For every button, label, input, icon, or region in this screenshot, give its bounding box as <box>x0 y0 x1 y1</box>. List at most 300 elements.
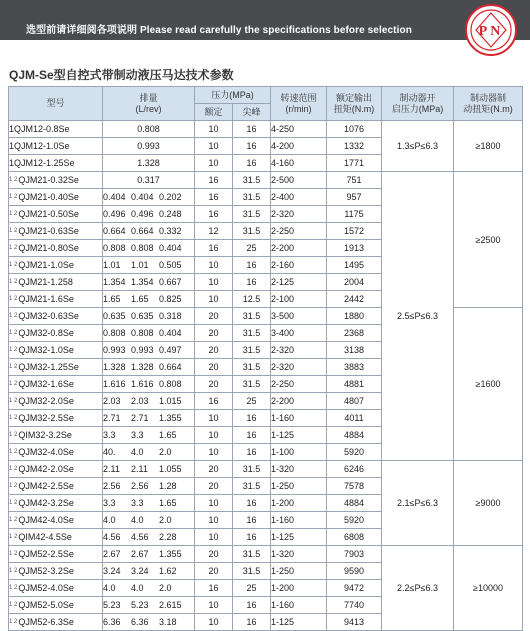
cell-model <box>9 359 103 376</box>
model-prefix-mark: 1 2 <box>9 194 18 201</box>
cell-pressure-peak: 31.5 <box>233 172 271 189</box>
displacement-value: 0.496 <box>103 209 126 219</box>
cell-pressure-peak: 31.5 <box>233 206 271 223</box>
cell-pressure-rated: 20 <box>195 563 233 580</box>
displacement-value: 0.318 <box>159 311 182 321</box>
cell-displacement <box>103 580 195 597</box>
cell-torque: 1880 <box>327 308 382 325</box>
cell-model <box>9 240 103 257</box>
col-pressure-peak: 尖峰 <box>233 104 271 121</box>
model-label: QJM21-1.6Se <box>18 293 74 304</box>
cell-pressure-rated: 16 <box>195 172 233 189</box>
logo-text: PN <box>478 24 504 39</box>
cell-model <box>9 393 103 410</box>
cell-pressure-rated: 10 <box>195 121 233 138</box>
cell-pressure-rated: 10 <box>195 291 233 308</box>
displacement-value: 0.993 <box>131 345 154 355</box>
model-label: QJM21-0.63Se <box>18 225 79 236</box>
displacement-value: 1.354 <box>131 277 154 287</box>
cell-displacement <box>103 172 195 189</box>
cell-pressure-peak: 31.5 <box>233 223 271 240</box>
cell-pressure-rated: 10 <box>195 427 233 444</box>
cell-pressure-rated: 16 <box>195 189 233 206</box>
displacement-value: 0.317 <box>137 175 160 185</box>
table-row <box>9 172 523 189</box>
cell-torque: 6808 <box>327 529 382 546</box>
model-prefix-mark: 1 2 <box>9 619 18 626</box>
cell-torque: 2368 <box>327 325 382 342</box>
displacement-value: 1.616 <box>131 379 154 389</box>
cell-displacement <box>103 478 195 495</box>
cell-speed: 1-250 <box>271 563 327 580</box>
cell-brake-open: 1.3≤P≤6.3 <box>382 121 454 172</box>
cell-pressure-peak: 25 <box>233 393 271 410</box>
cell-torque: 7903 <box>327 546 382 563</box>
cell-brake-open: 2.2≤P≤6.3 <box>382 546 454 631</box>
cell-speed: 1-160 <box>271 410 327 427</box>
cell-pressure-rated: 10 <box>195 257 233 274</box>
model-label: QJM52-4.0Se <box>18 582 74 593</box>
displacement-value: 0.332 <box>159 226 182 236</box>
displacement-value: 4.56 <box>131 532 149 542</box>
cell-model <box>9 376 103 393</box>
cell-pressure-peak: 31.5 <box>233 308 271 325</box>
displacement-value: 0.505 <box>159 260 182 270</box>
displacement-value: 3.3 <box>131 430 144 440</box>
cell-torque: 3883 <box>327 359 382 376</box>
displacement-value: 0.248 <box>159 209 182 219</box>
model-prefix-mark: 1 2 <box>9 330 18 337</box>
model-prefix-mark: 1 2 <box>9 483 18 490</box>
cell-pressure-peak: 16 <box>233 138 271 155</box>
cell-pressure-rated: 10 <box>195 155 233 172</box>
cell-displacement <box>103 155 195 172</box>
cell-brake-open: 2.5≤P≤6.3 <box>382 172 454 461</box>
cell-pressure-peak: 31.5 <box>233 546 271 563</box>
displacement-value: 0.808 <box>131 328 154 338</box>
cell-displacement <box>103 308 195 325</box>
cell-torque: 9590 <box>327 563 382 580</box>
model-label: QJM42-3.2Se <box>18 497 74 508</box>
model-label: QJM21-0.40Se <box>18 191 79 202</box>
model-prefix-mark: 1 2 <box>9 534 18 541</box>
model-label: QIM32-3.2Se <box>18 429 72 440</box>
cell-pressure-peak: 31.5 <box>233 563 271 580</box>
displacement-value: 0.635 <box>131 311 154 321</box>
cell-model <box>9 546 103 563</box>
cell-pressure-rated: 20 <box>195 478 233 495</box>
cell-pressure-peak: 16 <box>233 427 271 444</box>
cell-pressure-peak: 31.5 <box>233 376 271 393</box>
cell-torque: 7578 <box>327 478 382 495</box>
model-label: 1QJM12-1.0Se <box>9 141 70 151</box>
displacement-value: 0.808 <box>103 328 126 338</box>
cell-displacement <box>103 461 195 478</box>
displacement-value: 3.18 <box>159 617 177 627</box>
displacement-value: 1.355 <box>159 413 182 423</box>
model-prefix-mark: 1 2 <box>9 381 18 388</box>
cell-displacement <box>103 121 195 138</box>
cell-pressure-rated: 20 <box>195 376 233 393</box>
cell-model <box>9 257 103 274</box>
displacement-value: 5.23 <box>103 600 121 610</box>
col-model: 型号 <box>9 87 103 121</box>
cell-speed: 4-200 <box>271 138 327 155</box>
cell-pressure-rated: 20 <box>195 461 233 478</box>
displacement-value: 2.67 <box>103 549 121 559</box>
model-prefix-mark: 1 2 <box>9 466 18 473</box>
model-label: 1QJM12-1.25Se <box>9 158 75 168</box>
displacement-value: 2.03 <box>103 396 121 406</box>
table-row <box>9 546 523 563</box>
cell-speed: 1-200 <box>271 495 327 512</box>
model-prefix-mark: 1 2 <box>9 432 18 439</box>
cell-pressure-rated: 20 <box>195 359 233 376</box>
cell-pressure-rated: 20 <box>195 546 233 563</box>
cell-speed: 2-100 <box>271 291 327 308</box>
displacement-value: 0.635 <box>103 311 126 321</box>
cell-brake-torque: ≥10000 <box>454 546 523 631</box>
cell-brake-torque: ≥1600 <box>454 308 523 461</box>
cell-model <box>9 410 103 427</box>
model-label: QJM32-1.0Se <box>18 344 74 355</box>
cell-speed: 2-320 <box>271 342 327 359</box>
spec-table <box>8 86 523 631</box>
displacement-value: 40. <box>103 447 116 457</box>
cell-torque: 9472 <box>327 580 382 597</box>
cell-displacement <box>103 274 195 291</box>
cell-model <box>9 121 103 138</box>
model-label: 1QJM12-0.8Se <box>9 124 70 134</box>
table-row <box>9 461 523 478</box>
model-prefix-mark: 1 2 <box>9 211 18 218</box>
cell-displacement <box>103 223 195 240</box>
displacement-value: 2.03 <box>131 396 149 406</box>
cell-speed: 1-125 <box>271 427 327 444</box>
displacement-value: 2.11 <box>103 464 120 474</box>
cell-torque: 4881 <box>327 376 382 393</box>
displacement-value: 0.404 <box>159 328 182 338</box>
model-label: QJM21-0.80Se <box>18 242 79 253</box>
cell-torque: 6246 <box>327 461 382 478</box>
cell-pressure-peak: 31.5 <box>233 478 271 495</box>
cell-displacement <box>103 512 195 529</box>
cell-displacement <box>103 240 195 257</box>
cell-speed: 2-400 <box>271 189 327 206</box>
cell-pressure-peak: 16 <box>233 410 271 427</box>
cell-torque: 4011 <box>327 410 382 427</box>
cell-displacement <box>103 138 195 155</box>
cell-model <box>9 206 103 223</box>
cell-torque: 751 <box>327 172 382 189</box>
displacement-value: 1.355 <box>159 549 182 559</box>
cell-displacement <box>103 325 195 342</box>
displacement-value: 2.0 <box>159 447 172 457</box>
displacement-value: 1.65 <box>131 294 149 304</box>
cell-model <box>9 614 103 631</box>
cell-pressure-peak: 31.5 <box>233 461 271 478</box>
cell-displacement <box>103 444 195 461</box>
cell-brake-torque: ≥1800 <box>454 121 523 172</box>
cell-speed: 3-500 <box>271 308 327 325</box>
model-prefix-mark: 1 2 <box>9 517 18 524</box>
cell-pressure-peak: 16 <box>233 495 271 512</box>
cell-pressure-rated: 10 <box>195 512 233 529</box>
cell-pressure-rated: 10 <box>195 444 233 461</box>
cell-pressure-peak: 31.5 <box>233 342 271 359</box>
cell-pressure-rated: 10 <box>195 410 233 427</box>
displacement-value: 3.24 <box>131 566 149 576</box>
displacement-value: 0.808 <box>137 124 160 134</box>
cell-torque: 2442 <box>327 291 382 308</box>
displacement-value: 0.404 <box>131 192 154 202</box>
displacement-value: 0.993 <box>137 141 160 151</box>
displacement-value: 3.3 <box>103 430 116 440</box>
cell-torque: 1076 <box>327 121 382 138</box>
displacement-value: 4.0 <box>131 583 144 593</box>
cell-displacement <box>103 614 195 631</box>
displacement-value: 0.496 <box>131 209 154 219</box>
displacement-value: 2.71 <box>131 413 149 423</box>
displacement-value: 1.616 <box>103 379 126 389</box>
displacement-value: 0.404 <box>103 192 126 202</box>
cell-displacement <box>103 189 195 206</box>
cell-torque: 7740 <box>327 597 382 614</box>
cell-pressure-peak: 16 <box>233 444 271 461</box>
model-label: QJM32-0.8Se <box>18 327 74 338</box>
cell-pressure-rated: 12 <box>195 223 233 240</box>
cell-pressure-rated: 16 <box>195 393 233 410</box>
model-prefix-mark: 1 2 <box>9 398 18 405</box>
displacement-value: 4.0 <box>103 515 116 525</box>
cell-speed: 4-160 <box>271 155 327 172</box>
cell-displacement <box>103 495 195 512</box>
cell-brake-torque: ≥9000 <box>454 461 523 546</box>
cell-model <box>9 291 103 308</box>
cell-displacement <box>103 257 195 274</box>
cell-speed: 2-200 <box>271 240 327 257</box>
displacement-value: 0.664 <box>159 362 182 372</box>
displacement-value: 4.0 <box>131 515 144 525</box>
cell-displacement <box>103 206 195 223</box>
cell-torque: 5920 <box>327 512 382 529</box>
cell-model <box>9 325 103 342</box>
cell-pressure-rated: 10 <box>195 274 233 291</box>
page-title: QJM-Se型自控式带制动液压马达技术参数 <box>9 68 234 82</box>
cell-torque: 4807 <box>327 393 382 410</box>
cell-speed: 2-320 <box>271 359 327 376</box>
banner-text: 选型前请详细阅各项说明 Please read carefully the specifications before selection <box>26 25 412 36</box>
model-prefix-mark: 1 2 <box>9 262 18 269</box>
model-label: QJM52-5.0Se <box>18 599 74 610</box>
cell-pressure-peak: 16 <box>233 597 271 614</box>
cell-pressure-peak: 25 <box>233 240 271 257</box>
cell-displacement <box>103 291 195 308</box>
model-label: QJM21-0.50Se <box>18 208 79 219</box>
cell-displacement <box>103 427 195 444</box>
cell-speed: 2-500 <box>271 172 327 189</box>
cell-pressure-rated: 10 <box>195 495 233 512</box>
cell-speed: 1-100 <box>271 444 327 461</box>
cell-torque: 1913 <box>327 240 382 257</box>
cell-model <box>9 529 103 546</box>
displacement-value: 0.404 <box>159 243 182 253</box>
model-prefix-mark: 1 2 <box>9 228 18 235</box>
cell-torque: 1332 <box>327 138 382 155</box>
displacement-value: 2.67 <box>131 549 149 559</box>
model-prefix-mark: 1 2 <box>9 245 18 252</box>
col-brake-open: 制动器开 启压力(MPa) <box>382 87 454 121</box>
cell-torque: 9413 <box>327 614 382 631</box>
cell-speed: 1-200 <box>271 580 327 597</box>
cell-model <box>9 274 103 291</box>
cell-pressure-peak: 16 <box>233 512 271 529</box>
model-prefix-mark: 1 2 <box>9 347 18 354</box>
model-prefix-mark: 1 2 <box>9 364 18 371</box>
cell-model <box>9 342 103 359</box>
cell-pressure-rated: 20 <box>195 342 233 359</box>
displacement-value: 1.01 <box>131 260 149 270</box>
displacement-value: 0.808 <box>159 379 182 389</box>
model-label: QJM21-1.0Se <box>18 259 74 270</box>
cell-model <box>9 563 103 580</box>
cell-displacement <box>103 597 195 614</box>
displacement-value: 1.055 <box>159 464 182 474</box>
displacement-value: 6.36 <box>131 617 149 627</box>
model-prefix-mark: 1 2 <box>9 585 18 592</box>
model-prefix-mark: 1 2 <box>9 568 18 575</box>
cell-torque: 5920 <box>327 444 382 461</box>
cell-model <box>9 512 103 529</box>
col-torque: 额定输出 扭矩(N.m) <box>327 87 382 121</box>
displacement-value: 3.3 <box>131 498 144 508</box>
model-prefix-mark: 1 2 <box>9 415 18 422</box>
col-displacement: 排量 (L/rev) <box>103 87 195 121</box>
cell-pressure-peak: 16 <box>233 155 271 172</box>
cell-model <box>9 495 103 512</box>
displacement-value: 1.28 <box>159 481 177 491</box>
cell-torque: 4884 <box>327 427 382 444</box>
pn-logo <box>459 2 523 66</box>
cell-speed: 2-200 <box>271 393 327 410</box>
displacement-value: 0.808 <box>131 243 154 253</box>
model-label: QJM32-0.63Se <box>18 310 79 321</box>
cell-displacement <box>103 546 195 563</box>
displacement-value: 2.56 <box>103 481 121 491</box>
cell-brake-torque: ≥2500 <box>454 172 523 308</box>
model-prefix-mark: 1 2 <box>9 449 18 456</box>
model-label: QJM42-2.5Se <box>18 480 74 491</box>
model-prefix-mark: 1 2 <box>9 279 18 286</box>
displacement-value: 3.24 <box>103 566 121 576</box>
col-brake-torque: 制动器制 动扭矩(N.m) <box>454 87 523 121</box>
displacement-value: 2.11 <box>131 464 148 474</box>
cell-pressure-peak: 16 <box>233 274 271 291</box>
cell-speed: 1-250 <box>271 478 327 495</box>
model-label: QJM52-3.2Se <box>18 565 74 576</box>
cell-displacement <box>103 342 195 359</box>
model-prefix-mark: 1 2 <box>9 313 18 320</box>
cell-torque: 3138 <box>327 342 382 359</box>
cell-pressure-peak: 16 <box>233 614 271 631</box>
displacement-value: 1.354 <box>103 277 126 287</box>
cell-displacement <box>103 563 195 580</box>
cell-speed: 2-320 <box>271 206 327 223</box>
cell-speed: 1-125 <box>271 614 327 631</box>
cell-pressure-peak: 12.5 <box>233 291 271 308</box>
displacement-value: 5.23 <box>131 600 149 610</box>
displacement-value: 2.56 <box>131 481 149 491</box>
cell-pressure-peak: 16 <box>233 529 271 546</box>
cell-displacement <box>103 410 195 427</box>
cell-model <box>9 138 103 155</box>
displacement-value: 0.664 <box>103 226 126 236</box>
cell-pressure-peak: 31.5 <box>233 325 271 342</box>
cell-pressure-peak: 16 <box>233 257 271 274</box>
cell-speed: 1-125 <box>271 529 327 546</box>
cell-model <box>9 580 103 597</box>
cell-torque: 1495 <box>327 257 382 274</box>
cell-pressure-peak: 31.5 <box>233 189 271 206</box>
displacement-value: 6.36 <box>103 617 121 627</box>
cell-pressure-rated: 16 <box>195 580 233 597</box>
cell-pressure-rated: 20 <box>195 308 233 325</box>
cell-model <box>9 597 103 614</box>
cell-pressure-rated: 16 <box>195 240 233 257</box>
cell-model <box>9 461 103 478</box>
cell-torque: 1175 <box>327 206 382 223</box>
model-label: QJM52-2.5Se <box>18 548 74 559</box>
displacement-value: 0.825 <box>159 294 182 304</box>
displacement-value: 1.65 <box>159 430 177 440</box>
displacement-value: 0.808 <box>103 243 126 253</box>
displacement-value: 1.62 <box>159 566 177 576</box>
displacement-value: 2.0 <box>159 515 172 525</box>
model-label: QJM42-4.0Se <box>18 514 74 525</box>
col-pressure-rated: 额定 <box>195 104 233 121</box>
model-label: QJM32-1.25Se <box>18 361 79 372</box>
model-label: QJM32-2.0Se <box>18 395 74 406</box>
displacement-value: 1.328 <box>103 362 126 372</box>
model-prefix-mark: 1 2 <box>9 551 18 558</box>
col-speed: 转速范围 (r/min) <box>271 87 327 121</box>
cell-pressure-rated: 10 <box>195 597 233 614</box>
cell-displacement <box>103 376 195 393</box>
cell-torque: 2004 <box>327 274 382 291</box>
model-prefix-mark: 1 2 <box>9 177 18 184</box>
displacement-value: 4.56 <box>103 532 121 542</box>
displacement-value: 4.0 <box>103 583 116 593</box>
cell-speed: 3-400 <box>271 325 327 342</box>
displacement-value: 0.993 <box>103 345 126 355</box>
col-pressure: 压力(MPa) <box>195 87 271 104</box>
displacement-value: 0.667 <box>159 277 182 287</box>
cell-pressure-peak: 16 <box>233 121 271 138</box>
displacement-value: 0.664 <box>131 226 154 236</box>
model-label: QJM32-2.5Se <box>18 412 74 423</box>
cell-brake-open: 2.1≤P≤6.3 <box>382 461 454 546</box>
displacement-value: 2.71 <box>103 413 121 423</box>
model-label: QJM32-4.0Se <box>18 446 74 457</box>
cell-model <box>9 155 103 172</box>
displacement-value: 0.202 <box>159 192 182 202</box>
displacement-value: 3.3 <box>103 498 116 508</box>
header-banner <box>0 0 530 40</box>
model-label: QJM32-1.6Se <box>18 378 74 389</box>
table-row <box>9 121 523 138</box>
displacement-value: 2.615 <box>159 600 182 610</box>
cell-pressure-rated: 16 <box>195 206 233 223</box>
